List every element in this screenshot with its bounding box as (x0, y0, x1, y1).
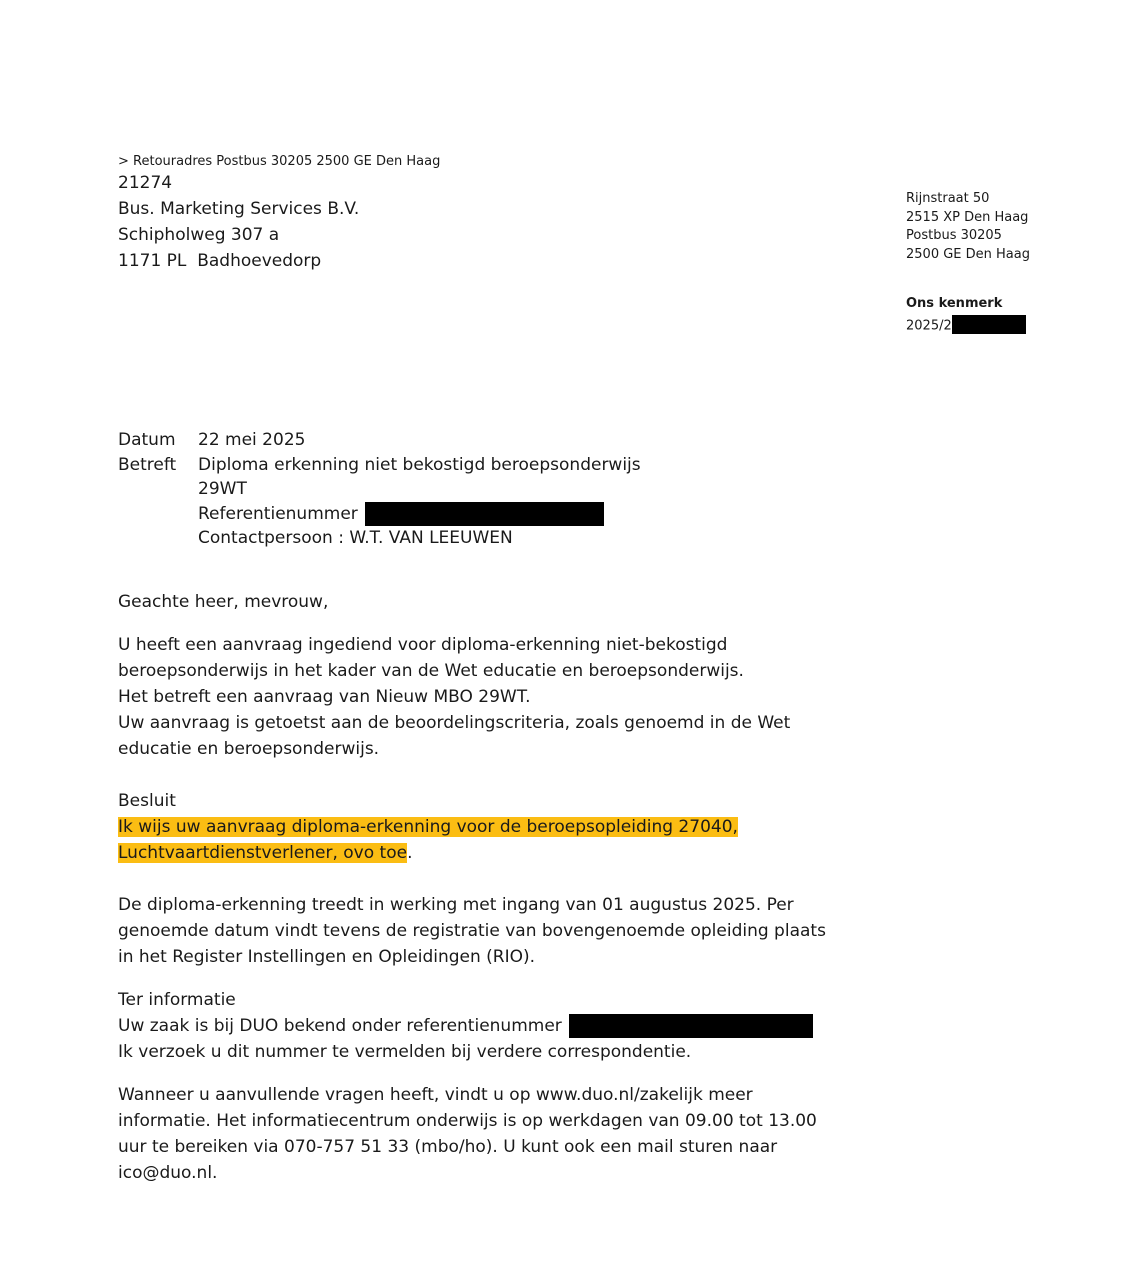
datum-value: 22 mei 2025 (198, 430, 306, 450)
effect-line: De diploma-erkenning treedt in werking met ingang van 01 augustus 2025. Per (118, 895, 794, 915)
addressee-block (118, 170, 359, 274)
contact-line: informatie. Het informatiecentrum onderwijs is op werkdagen van 09.00 tot 13.00 (118, 1111, 817, 1131)
betreft-code: 29WT (198, 479, 247, 499)
reference-label: Referentienummer (198, 503, 358, 524)
contact-line: Wanneer u aanvullende vragen heeft, vindt u op www.duo.nl/zakelijk meer (118, 1085, 753, 1105)
besluit-period: . (407, 843, 413, 863)
betreft-label: Betreft (118, 454, 177, 475)
info-reference-redaction (569, 1014, 813, 1038)
kenmerk-redaction (952, 315, 1026, 334)
intro-line: U heeft een aanvraag ingediend voor diploma-erkenning niet-bekostigd (118, 635, 728, 655)
info-reference-row (118, 1013, 813, 1039)
letter-meta (118, 428, 641, 551)
intro-line: beroepsonderwijs in het kader van de Wet educatie en beroepsonderwijs. (118, 661, 744, 681)
sender-postbus: Postbus 30205 (906, 228, 1002, 243)
addressee-city: 1171 PL Badhoevedorp (118, 251, 322, 271)
effect-line: genoemde datum vindt tevens de registratie van bovengenoemde opleiding plaats (118, 921, 826, 941)
intro-line: educatie en beroepsonderwijs. (118, 739, 380, 759)
besluit-highlight-line1: Ik wijs uw aanvraag diploma-erkenning voor de beroepsopleiding 27040, (118, 817, 738, 837)
intro-line: Uw aanvraag is getoetst aan de beoordelingscriteria, zoals genoemd in de Wet (118, 713, 791, 733)
return-address: > Retouradres Postbus 30205 2500 GE Den Haag (118, 154, 441, 169)
sender-block (906, 190, 1030, 264)
sender-street: Rijnstraat 50 (906, 191, 990, 206)
reference-redaction (365, 502, 604, 526)
info-heading: Ter informatie (118, 990, 236, 1010)
salutation: Geachte heer, mevrouw, (118, 592, 329, 612)
kenmerk-value (906, 318, 1026, 335)
effect-paragraph (118, 892, 826, 970)
intro-line: Het betreft een aanvraag van Nieuw MBO 29WT. (118, 687, 531, 707)
addressee-company: Bus. Marketing Services B.V. (118, 199, 360, 219)
addressee-street: Schipholweg 307 a (118, 225, 280, 245)
besluit-highlight-line2: Luchtvaartdienstverlener, ovo toe (118, 843, 408, 863)
betreft-row (118, 453, 641, 478)
addressee-code: 21274 (118, 173, 173, 193)
betreft-reference (118, 502, 641, 527)
contact-paragraph (118, 1082, 817, 1186)
intro-paragraph (118, 632, 790, 762)
info-reference-text: Uw zaak is bij DUO bekend onder referentienummer (118, 1016, 562, 1036)
contact-line: ico@duo.nl. (118, 1163, 218, 1183)
betreft-contact: Contactpersoon : W.T. VAN LEEUWEN (198, 528, 513, 548)
datum-label: Datum (118, 430, 176, 450)
besluit-heading: Besluit (118, 791, 176, 811)
besluit-section (118, 788, 738, 866)
sender-postal-city: 2515 XP Den Haag (906, 209, 1029, 225)
info-section (118, 987, 813, 1065)
datum-row (118, 428, 641, 453)
info-request: Ik verzoek u dit nummer te vermelden bij verdere correspondentie. (118, 1042, 692, 1062)
kenmerk-label: Ons kenmerk (906, 296, 1003, 311)
sender-postbus-city: 2500 GE Den Haag (906, 246, 1030, 262)
effect-line: in het Register Instellingen en Opleidingen (RIO). (118, 947, 536, 967)
betreft-value: Diploma erkenning niet bekostigd beroepsonderwijs (198, 454, 641, 475)
kenmerk-prefix: 2025/2 (906, 318, 952, 334)
contact-line: uur te bereiken via 070-757 51 33 (mbo/ho). U kunt ook een mail sturen naar (118, 1137, 778, 1157)
